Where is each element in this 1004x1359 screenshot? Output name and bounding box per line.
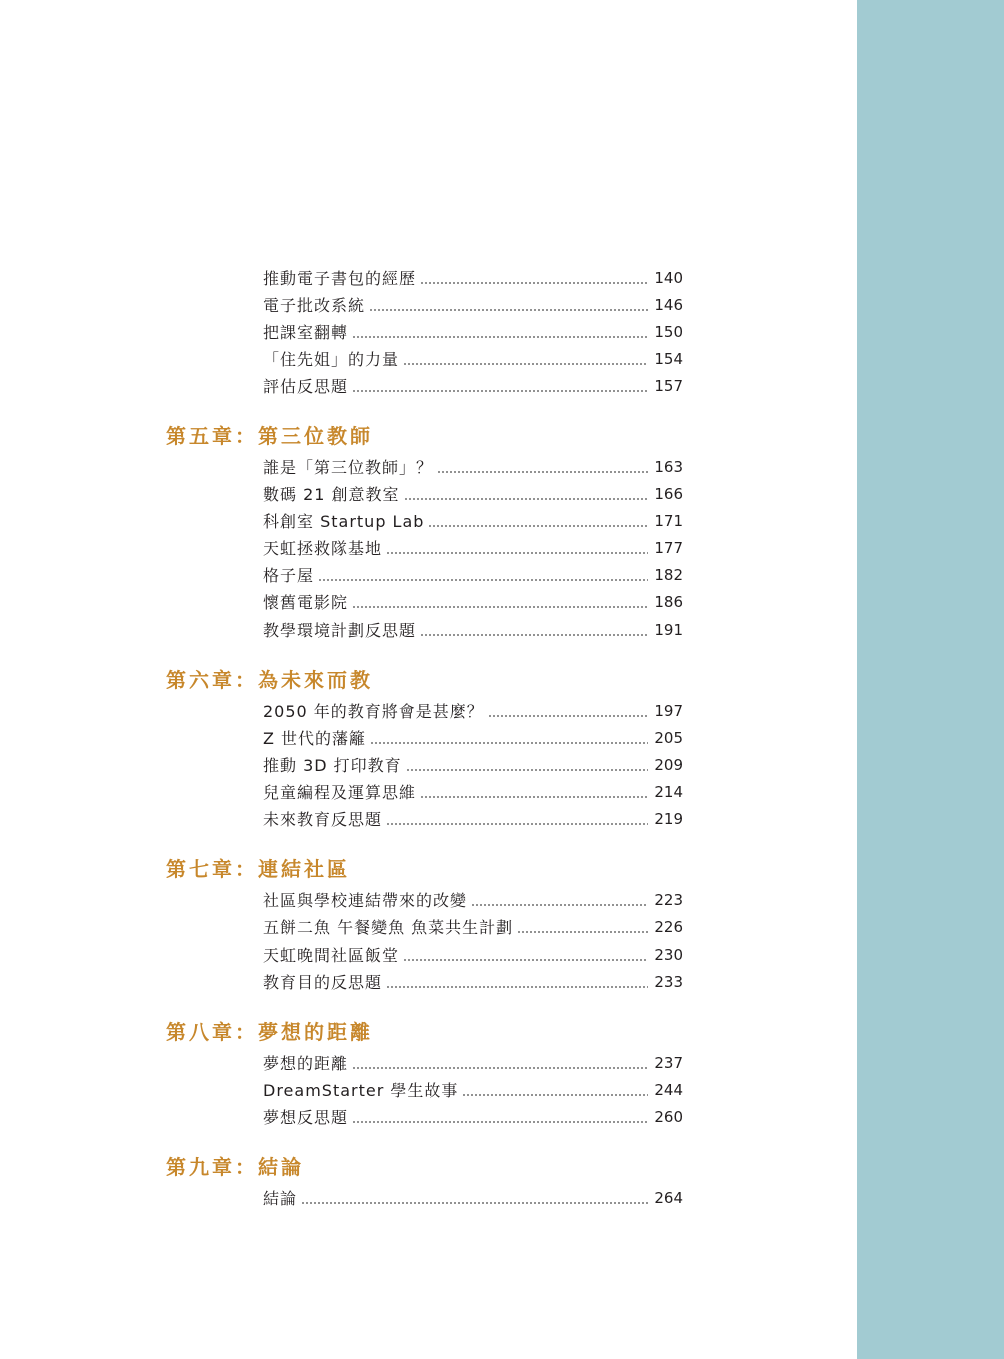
entry-title: 電子批改系統 — [263, 296, 366, 315]
toc-entry[interactable] — [263, 886, 683, 913]
entry-page-number: 223 — [654, 890, 683, 909]
entry-title: 誰是「第三位教師」？ — [263, 458, 434, 477]
entry-title: 教學環境計劃反思題 — [263, 621, 417, 640]
toc-entry[interactable] — [263, 480, 683, 507]
toc-entry[interactable] — [263, 1076, 683, 1103]
chapter-title[interactable]: 第七章：連結社區 — [166, 857, 350, 881]
entry-title: 五餅二魚 午餐變魚 魚菜共生計劃 — [263, 918, 514, 937]
dot-leader — [352, 390, 648, 392]
entry-page-number: 237 — [654, 1053, 683, 1072]
dot-leader — [420, 634, 648, 636]
entry-page-number: 214 — [654, 782, 683, 801]
dot-leader — [406, 769, 649, 771]
toc-entry[interactable] — [263, 291, 683, 318]
toc-entry[interactable] — [263, 507, 683, 534]
entry-title: 2050 年的教育將會是甚麼？ — [263, 702, 484, 721]
entry-page-number: 260 — [654, 1107, 683, 1126]
entry-page-number: 182 — [654, 565, 683, 584]
entry-page-number: 163 — [654, 457, 683, 476]
toc-entry[interactable] — [263, 1049, 683, 1076]
entry-title: 懷舊電影院 — [263, 593, 349, 612]
entry-title: 天虹拯救隊基地 — [263, 539, 383, 558]
entry-title: 推動電子書包的經歷 — [263, 269, 417, 288]
chapter-title[interactable]: 第六章：為未來而教 — [166, 668, 373, 692]
entry-title: 教育目的反思題 — [263, 973, 383, 992]
toc-entry[interactable] — [263, 264, 683, 291]
entry-title: 格子屋 — [263, 566, 315, 585]
entry-page-number: 244 — [654, 1080, 683, 1099]
entry-title: 天虹晚間社區飯堂 — [263, 946, 400, 965]
dot-leader — [318, 579, 648, 581]
entry-page-number: 146 — [654, 295, 683, 314]
dot-leader — [428, 525, 648, 527]
side-color-band — [857, 0, 1004, 1359]
toc-entry[interactable] — [263, 345, 683, 372]
toc-entry[interactable] — [263, 697, 683, 724]
entry-page-number: 191 — [654, 620, 683, 639]
toc-entry[interactable] — [263, 724, 683, 751]
entry-page-number: 197 — [654, 701, 683, 720]
entry-page-number: 230 — [654, 945, 683, 964]
dot-leader — [386, 552, 648, 554]
toc-entry[interactable] — [263, 751, 683, 778]
dot-leader — [301, 1202, 648, 1204]
dot-leader — [420, 282, 648, 284]
chapter-title[interactable]: 第九章：結論 — [166, 1155, 304, 1179]
toc-entry[interactable] — [263, 941, 683, 968]
entry-page-number: 209 — [654, 755, 683, 774]
entry-title: 夢想反思題 — [263, 1108, 349, 1127]
dot-leader — [386, 986, 648, 988]
toc-entry[interactable] — [263, 561, 683, 588]
dot-leader — [352, 336, 648, 338]
dot-leader — [370, 742, 648, 744]
dot-leader — [352, 1067, 648, 1069]
chapter-title[interactable]: 第八章：夢想的距離 — [166, 1020, 373, 1044]
dot-leader — [471, 904, 648, 906]
toc-entry[interactable] — [263, 372, 683, 399]
entry-title: 把課室翻轉 — [263, 323, 349, 342]
entry-page-number: 177 — [654, 538, 683, 557]
toc-entry[interactable] — [263, 453, 683, 480]
entry-page-number: 157 — [654, 376, 683, 395]
dot-leader — [386, 823, 648, 825]
entry-page-number: 150 — [654, 322, 683, 341]
entry-page-number: 226 — [654, 917, 683, 936]
dot-leader — [420, 796, 648, 798]
toc-entry[interactable] — [263, 913, 683, 940]
toc-entry[interactable] — [263, 588, 683, 615]
entry-title: 夢想的距離 — [263, 1054, 349, 1073]
entry-title: 「住先姐」的力量 — [263, 350, 400, 369]
entry-title: 數碼 21 創意教室 — [263, 485, 400, 504]
entry-title: DreamStarter 學生故事 — [263, 1081, 459, 1100]
entry-title: 兒童編程及運算思維 — [263, 783, 417, 802]
toc-entry[interactable] — [263, 805, 683, 832]
entry-title: Z 世代的藩籬 — [263, 729, 367, 748]
toc-entry[interactable] — [263, 778, 683, 805]
toc-entry[interactable] — [263, 616, 683, 643]
dot-leader — [352, 1121, 648, 1123]
toc-entry[interactable] — [263, 534, 683, 561]
dot-leader — [352, 606, 648, 608]
dot-leader — [488, 715, 649, 717]
entry-page-number: 205 — [654, 728, 683, 747]
entry-page-number: 140 — [654, 268, 683, 287]
toc-entry[interactable] — [263, 1103, 683, 1130]
entry-title: 推動 3D 打印教育 — [263, 756, 402, 775]
entry-page-number: 264 — [654, 1188, 683, 1207]
chapter-title[interactable]: 第五章：第三位教師 — [166, 424, 373, 448]
entry-page-number: 171 — [654, 511, 683, 530]
toc-entry[interactable] — [263, 1184, 683, 1211]
entry-page-number: 154 — [654, 349, 683, 368]
entry-page-number: 219 — [654, 809, 683, 828]
entry-title: 未來教育反思題 — [263, 810, 383, 829]
entry-page-number: 166 — [654, 484, 683, 503]
dot-leader — [437, 471, 648, 473]
dot-leader — [462, 1094, 648, 1096]
dot-leader — [403, 959, 648, 961]
entry-page-number: 186 — [654, 592, 683, 611]
dot-leader — [404, 498, 649, 500]
entry-title: 科創室 Startup Lab — [263, 512, 425, 531]
entry-page-number: 233 — [654, 972, 683, 991]
entry-title: 社區與學校連結帶來的改變 — [263, 891, 468, 910]
entry-title: 結論 — [263, 1189, 298, 1208]
toc-entry[interactable] — [263, 968, 683, 995]
dot-leader — [369, 309, 648, 311]
dot-leader — [403, 363, 648, 365]
dot-leader — [517, 931, 648, 933]
entry-title: 評估反思題 — [263, 377, 349, 396]
toc-entry[interactable] — [263, 318, 683, 345]
